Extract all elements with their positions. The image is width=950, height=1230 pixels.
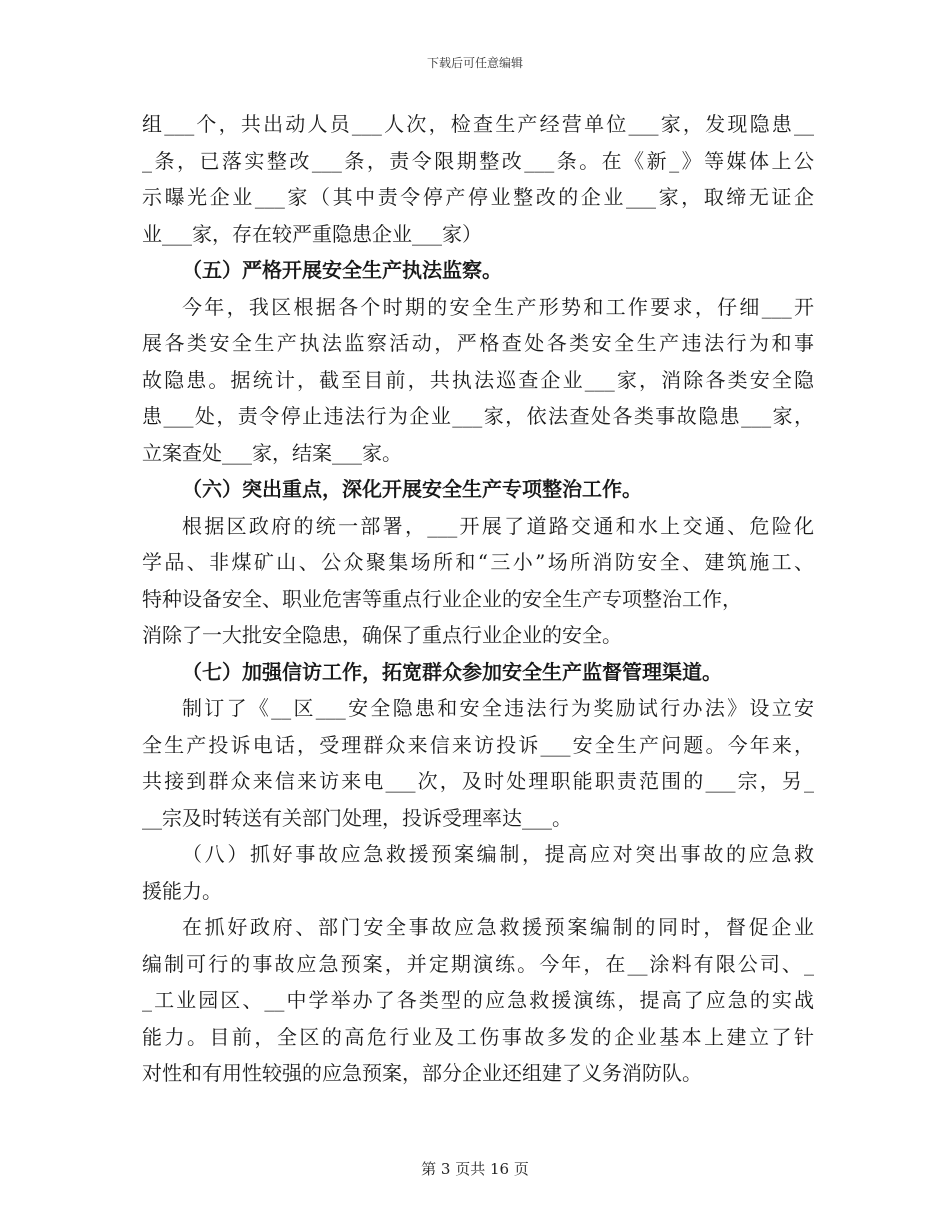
paragraph-line: 业___家，存在较严重隐患企业___家） — [142, 221, 482, 246]
paragraph-line: 患___处，责令停止违法行为企业___家，依法查处各类事故隐患___家， — [142, 404, 814, 428]
paragraph-line: （八）抓好事故应急救援预案编制，提高应对突出事故的应急救 — [182, 842, 814, 866]
paragraph-line: 故隐患。据统计，截至目前，共执法巡查企业___家，消除各类安全隐 — [142, 367, 814, 392]
paragraph-line: 消除了一大批安全隐患，确保了重点行业企业的安全。 — [142, 623, 622, 647]
paragraph-line: 特种设备安全、职业危害等重点行业企业的安全生产专项整治工作， — [142, 586, 742, 611]
section-heading-line: （五）严格开展安全生产执法监察。 — [182, 258, 502, 282]
paragraph-line: 根据区政府的统一部署，___开展了道路交通和水上交通、危险化 — [182, 513, 814, 538]
paragraph-line: 全生产投诉电话，受理群众来信来访投诉___安全生产问题。今年来， — [142, 732, 814, 757]
section-heading-line: （七）加强信访工作，拓宽群众参加安全生产监督管理渠道。 — [182, 659, 722, 684]
paragraph-line: __宗及时转送有关部门处理，投诉受理率达___。 — [142, 805, 572, 830]
paragraph-line: 在抓好政府、部门安全事故应急救援预案编制的同时，督促企业 — [182, 915, 814, 939]
paragraph-line: 今年，我区根据各个时期的安全生产形势和工作要求，仔细___开 — [182, 294, 814, 319]
paragraph-line: 制订了《__区___安全隐患和安全违法行为奖励试行办法》设立安 — [182, 696, 814, 720]
section-heading-line: （六）突出重点，深化开展安全生产专项整治工作。 — [182, 477, 642, 501]
paragraph-line: 示曝光企业___家（其中责令停产停业整改的企业___家，取缔无证企 — [142, 185, 814, 209]
paragraph-line: 共接到群众来信来访来电___次，及时处理职能职责范围的___宗，另_ — [142, 769, 814, 793]
paragraph-line: 援能力。 — [142, 878, 222, 903]
paragraph-line: _条，已落实整改___条，责令限期整改___条。在《新_》等媒体上公 — [142, 148, 814, 173]
document-body — [142, 106, 814, 1092]
paragraph-line: 编制可行的事故应急预案，并定期演练。今年，在__涂料有限公司、_ — [142, 951, 814, 976]
paragraph-line: 对性和有用性较强的应急预案，部分企业还组建了义务消防队。 — [142, 1061, 702, 1085]
page-footer: 第 3 页共 16 页 — [421, 1160, 529, 1178]
paragraph-line: 学品、非煤矿山、公众聚集场所和“三小”场所消防安全、建筑施工、 — [142, 550, 814, 574]
paragraph-line: 展各类安全生产执法监察活动，严格查处各类安全生产违法行为和事 — [142, 331, 814, 355]
paragraph-line: 组___个，共出动人员___人次，检查生产经营单位___家，发现隐患__ — [142, 112, 814, 136]
paragraph-line: 立案查处___家，结案___家。 — [142, 440, 402, 465]
paragraph-line: _工业园区、__中学举办了各类型的应急救援演练，提高了应急的实战 — [142, 988, 814, 1012]
page-header: 下载后可任意编辑 — [426, 56, 523, 70]
paragraph-line: 能力。目前，全区的高危行业及工伤事故多发的企业基本上建立了针 — [142, 1024, 814, 1049]
